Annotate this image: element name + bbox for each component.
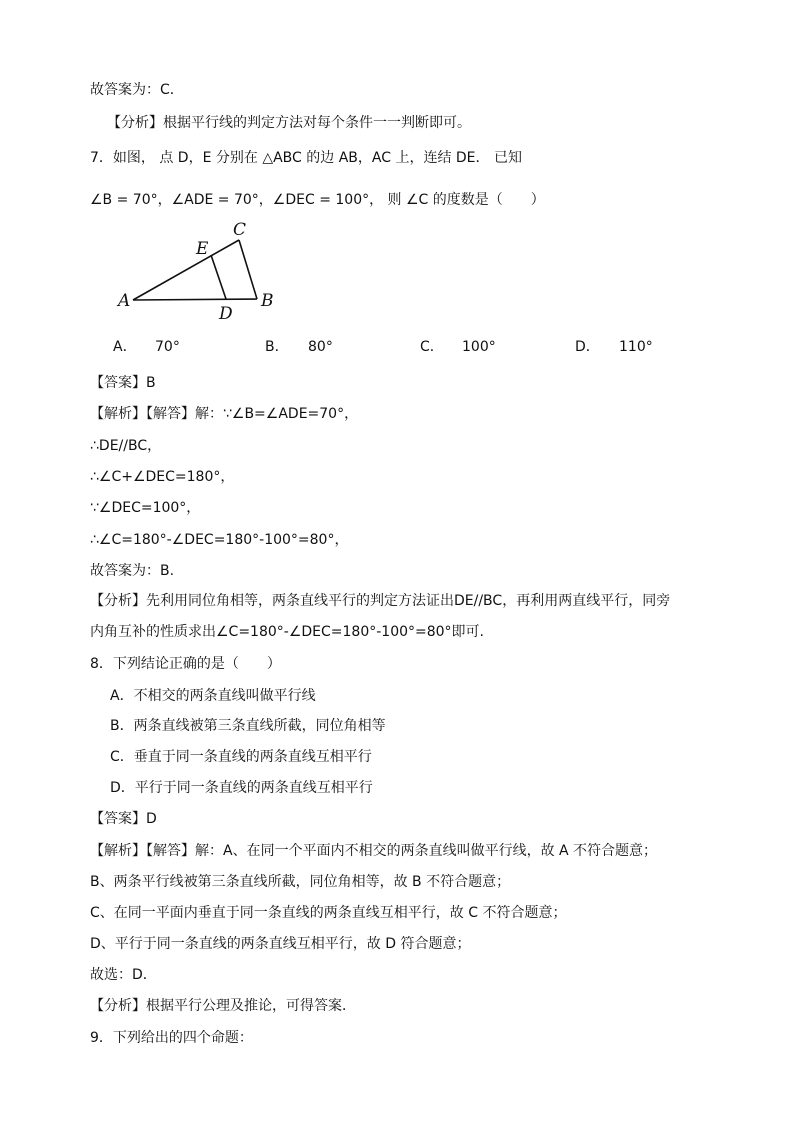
question-8-option-d: D．平行于同一条直线的两条直线互相平行 (110, 780, 373, 796)
option-b-letter: B． (265, 339, 289, 355)
option-c-value: 100° (462, 339, 496, 355)
option-a-value: 70° (155, 339, 180, 355)
analysis-7-line-2: 内角互补的性质求出∠C=180°-∠DEC=180°-100°=80°即可. (90, 624, 485, 640)
solution-8-line-5: 故选：D． (90, 967, 157, 983)
line-answer-prev: 故答案为：C． (90, 82, 184, 98)
solution-8-line-4: D、平行于同一条直线的两条直线互相平行，故 D 符合题意； (90, 936, 471, 952)
analysis-8: 【分析】根据平行公理及推论，可得答案． (90, 998, 356, 1014)
option-d-value: 110° (619, 339, 653, 355)
solution-7-line-4: ∵∠DEC=100°， (90, 500, 201, 516)
vertex-label-A: A (118, 291, 131, 311)
solution-8-line-1: 【解析】【解答】解：A、在同一个平面内不相交的两条直线叫做平行线，故 A 不符合题意； (90, 843, 658, 859)
question-8-option-a: A．不相交的两条直线叫做平行线 (110, 688, 316, 704)
vertex-label-C: C (233, 220, 247, 240)
solution-7-line-5: ∴∠C=180°-∠DEC=180°-100°=80°， (90, 532, 349, 548)
question-7-given: ∠B = 70°，∠ADE = 70°，∠DEC = 100°， 则 ∠C 的度数是（ ） (90, 192, 545, 208)
option-b-value: 80° (308, 339, 333, 355)
vertex-label-B: B (261, 291, 274, 311)
line-analysis-prev: 【分析】根据平行线的判定方法对每个条件一一判断即可。 (107, 115, 471, 131)
question-7-stem: 7．如图， 点 D，E 分别在 △ABC 的边 AB，AC 上，连结 DE． 已知 (90, 150, 522, 166)
solution-7-line-3: ∴∠C+∠DEC=180°， (90, 469, 235, 485)
triangle-figure (110, 218, 290, 323)
question-8-option-c: C．垂直于同一条直线的两条直线互相平行 (110, 749, 372, 765)
solution-7-line-2: ∴DE//BC， (90, 438, 162, 454)
vertex-label-E: E (196, 239, 209, 259)
answer-7: 【答案】B (90, 375, 156, 391)
question-9-stem: 9．下列给出的四个命题： (90, 1030, 253, 1046)
answer-8: 【答案】D (90, 811, 157, 827)
solution-7-line-6: 故答案为：B. (90, 563, 175, 579)
option-a-letter: A． (113, 339, 137, 355)
vertex-label-D: D (219, 304, 233, 323)
option-c-letter: C． (420, 339, 444, 355)
solution-8-line-2: B、两条平行线被第三条直线所截，同位角相等，故 B 不符合题意； (90, 874, 511, 890)
solution-7-line-1: 【解析】【解答】解：∵∠B=∠ADE=70°， (90, 406, 359, 422)
solution-8-line-3: C、在同一平面内垂直于同一条直线的两条直线互相平行，故 C 不符合题意； (90, 905, 567, 921)
analysis-7-line-1: 【分析】先利用同位角相等，两条直线平行的判定方法证出DE//BC，再利用两直线平行，同旁 (90, 593, 671, 609)
question-7-options (0, 337, 794, 357)
question-8-option-b: B．两条直线被第三条直线所截，同位角相等 (110, 718, 386, 734)
option-d-letter: D． (575, 339, 600, 355)
question-8-stem: 8．下列结论正确的是（ ） (90, 656, 281, 672)
